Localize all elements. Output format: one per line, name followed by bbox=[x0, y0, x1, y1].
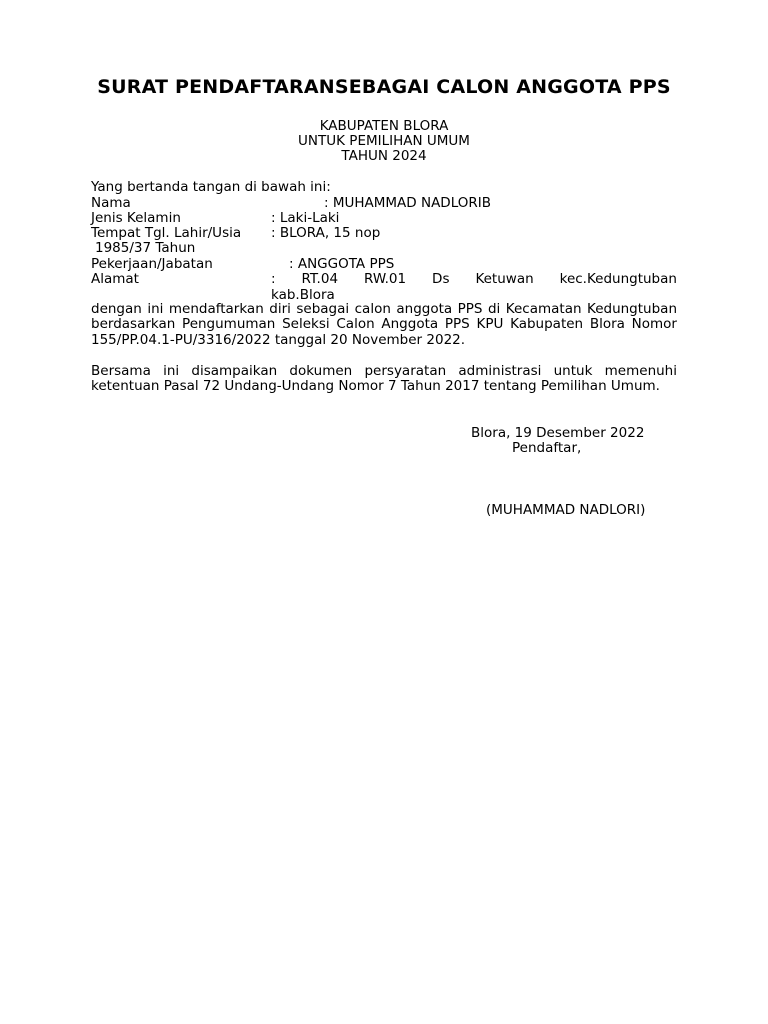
alamat-word: kec.Kedungtuban bbox=[559, 271, 677, 287]
body-paragraph-2: Bersama ini disampaikan dokumen persyaratan administrasi untuk memenuhi ketentuan Pasal 72 Undang-Undang Nomor 7 Tahun 2017 tentang Pemilihan Umum. bbox=[91, 363, 677, 395]
signature-role: Pendaftar, bbox=[512, 440, 582, 456]
alamat-value bbox=[271, 272, 677, 287]
signature-name: (MUHAMMAD NADLORI) bbox=[486, 502, 646, 518]
body-paragraph-1: dengan ini mendaftarkan diri sebagai calon anggota PPS di Kecamatan Kedungtuban berdasarkan Pengumuman Seleksi Calon Anggota PPS KPU Kabupaten Blora Nomor 155/PP.04.1-PU/3316/2022 tanggal 20 November 2022. bbox=[91, 301, 677, 348]
ttl-label: Tempat Tgl. Lahir/Usia bbox=[91, 225, 242, 241]
signature-place-date: Blora, 19 Desember 2022 bbox=[471, 425, 645, 441]
ttl-value: : BLORA, 15 nop bbox=[271, 225, 381, 241]
pekerjaan-value: : ANGGOTA PPS bbox=[289, 256, 395, 272]
alamat-word: Ds bbox=[432, 271, 450, 287]
alamat-word: RW.01 bbox=[363, 271, 407, 287]
subtitle-regency: KABUPATEN BLORA bbox=[319, 118, 449, 134]
alamat-label: Alamat bbox=[91, 271, 139, 287]
document-title: SURAT PENDAFTARANSEBAGAI CALON ANGGOTA PPS bbox=[97, 76, 671, 98]
intro-text: Yang bertanda tangan di bawah ini: bbox=[91, 179, 331, 195]
alamat-continuation: kab.Blora bbox=[271, 287, 335, 303]
jenis-kelamin-value: : Laki-Laki bbox=[271, 210, 340, 226]
alamat-word: : bbox=[271, 271, 276, 287]
subtitle-year: TAHUN 2024 bbox=[341, 148, 427, 164]
jenis-kelamin-label: Jenis Kelamin bbox=[91, 210, 181, 226]
ttl-continuation: 1985/37 Tahun bbox=[95, 240, 196, 256]
alamat-word: RT.04 bbox=[301, 271, 339, 287]
nama-label: Nama bbox=[91, 195, 131, 211]
pekerjaan-label: Pekerjaan/Jabatan bbox=[91, 256, 213, 272]
nama-value: : MUHAMMAD NADLORIB bbox=[324, 195, 491, 211]
subtitle-election: UNTUK PEMILIHAN UMUM bbox=[298, 133, 470, 149]
alamat-word: Ketuwan bbox=[475, 271, 534, 287]
